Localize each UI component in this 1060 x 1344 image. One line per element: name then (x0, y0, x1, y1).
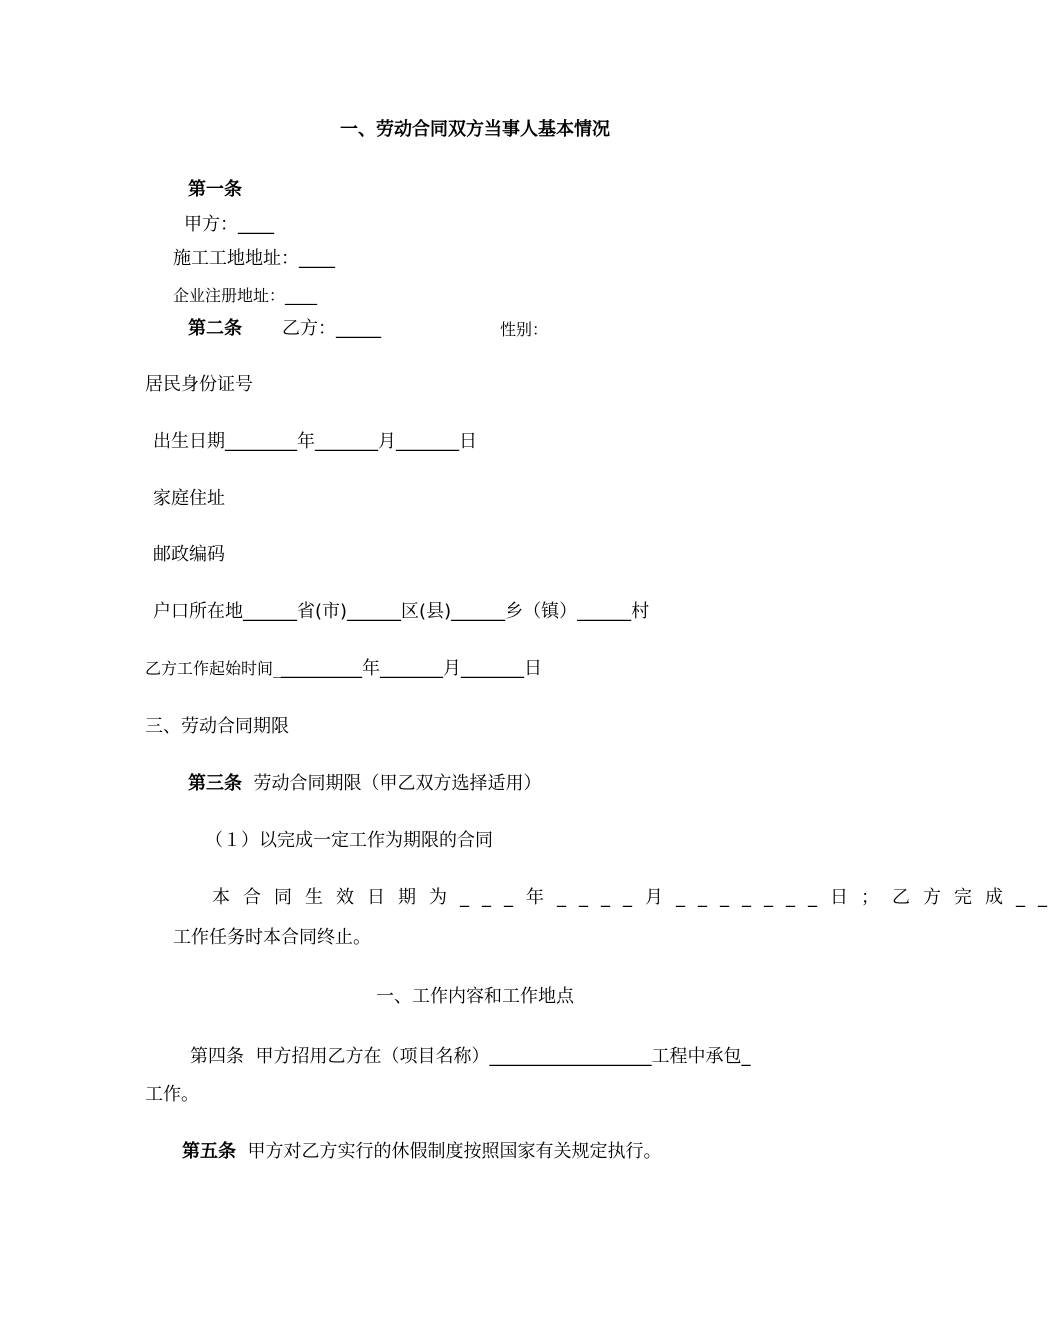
article3-label: 第三条 (188, 773, 242, 794)
article4-line1: 第四条 甲方招用乙方在（项目名称）__________________工程中承包_ (190, 1046, 751, 1067)
site-address-field: 施工工地地址：____ (173, 248, 335, 269)
party-b-field: 乙方：_____ (282, 318, 381, 339)
article5 (182, 1140, 661, 1164)
start-time-field (145, 657, 542, 681)
section3-heading: 三、劳动合同期限 (145, 716, 289, 737)
gender-field: 性别： (500, 320, 549, 339)
article2-label: 第二条 (188, 318, 242, 339)
id-number-field: 居民身份证号 (145, 374, 253, 395)
effective-date-line1: 本合同生效日期为___年____月_______日；乙方完成__ (212, 887, 1060, 908)
work-section-heading: 一、工作内容和工作地点 (376, 986, 574, 1007)
birth-date-field: 出生日期________年_______月_______日 (153, 431, 477, 452)
article3-text: 劳动合同期限（甲乙双方选择适用） (253, 773, 542, 794)
home-address-field: 家庭住址 (153, 488, 225, 509)
page-title: 一、劳动合同双方当事人基本情况 (340, 119, 610, 140)
start-time-label: 乙方工作起始时间_ (145, 659, 282, 678)
article5-label: 第五条 (182, 1141, 236, 1162)
party-a-field: 甲方：____ (184, 214, 274, 235)
article4-line2: 工作。 (145, 1084, 199, 1105)
clause-1: （１）以完成一定工作为期限的合同 (205, 830, 493, 851)
article1-label: 第一条 (188, 179, 242, 200)
postal-code-field: 邮政编码 (153, 544, 225, 565)
registered-address-field: 企业注册地址：____ (173, 286, 318, 305)
effective-date-line2: 工作任务时本合同终止。 (173, 927, 371, 948)
article5-text: 甲方对乙方实行的休假制度按照国家有关规定执行。 (247, 1141, 662, 1162)
article3 (188, 772, 541, 796)
hukou-field: 户口所在地______省(市)______区(县)______乡（镇）______村 (153, 601, 650, 622)
start-time-blanks: _________年_______月_______日 (281, 658, 543, 679)
